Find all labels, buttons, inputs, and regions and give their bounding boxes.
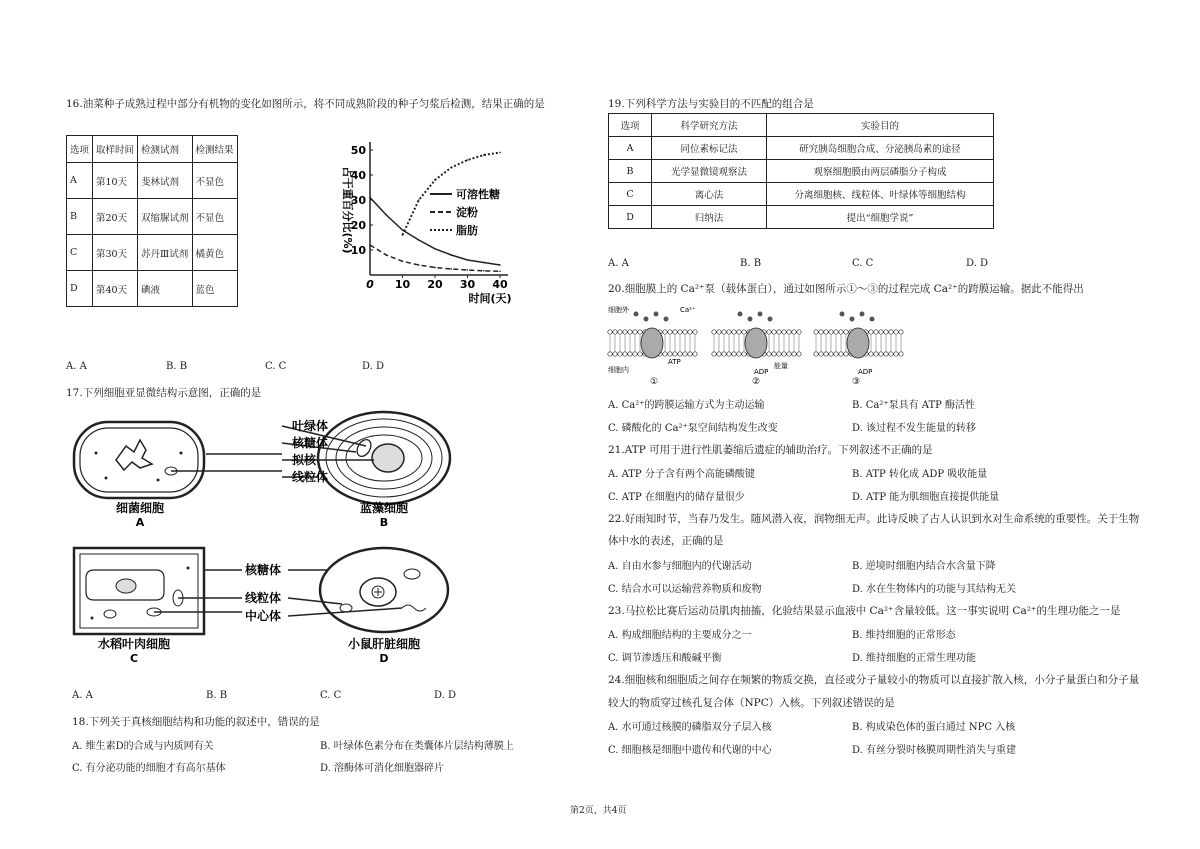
q24-stem-line2: 较大的物质穿过核孔复合体（NPC）入核。下列叙述错误的是 xyxy=(608,697,895,709)
calcium-ion xyxy=(664,317,669,322)
q23-option-d[interactable]: D. 维持细胞的正常生理功能 xyxy=(852,653,977,664)
table-cell: 双缩脲试剂 xyxy=(138,199,193,235)
y-tick-label: 30 xyxy=(350,194,366,207)
phospholipid-head xyxy=(683,352,687,356)
table-cell: 橘黄色 xyxy=(192,235,237,271)
y-tick-label: 20 xyxy=(350,219,366,232)
q16-option-d[interactable]: D. D xyxy=(362,361,385,372)
q23-stem: 23.马拉松比赛后运动员肌肉抽搐，化验结果显示血液中 Ca²⁺含量较低。这一事实说明 Ca²⁺的生理功能之一是 xyxy=(608,605,1121,617)
q16-table xyxy=(66,135,238,307)
phospholipid-head xyxy=(814,352,818,356)
calcium-ion xyxy=(644,317,649,322)
phospholipid-head xyxy=(732,352,736,356)
table-cell: 不显色 xyxy=(192,163,237,199)
q22-option-c[interactable]: C. 结合水可以运输营养物质和废物 xyxy=(608,584,762,595)
label-mitochondria-2: 线粒体 xyxy=(245,591,282,605)
phospholipid-head xyxy=(792,330,796,334)
table-header: 实验目的 xyxy=(767,114,994,137)
cell-a-letter: A xyxy=(135,516,145,529)
phospholipid-head xyxy=(678,352,682,356)
table-cell: 研究胰岛细胞合成、分泌胰岛素的途径 xyxy=(767,137,994,160)
x-tick-label: 0 xyxy=(366,278,374,291)
cyanobacteria-cell-drawing xyxy=(318,412,450,504)
table-cell: 同位素标记法 xyxy=(652,137,767,160)
phospholipid-head xyxy=(628,330,632,334)
phospholipid-head xyxy=(819,352,823,356)
q19-option-c[interactable]: C. C xyxy=(852,258,874,269)
q22-stem-line1: 22.好雨知时节，当春乃发生。随风潜入夜，润物细无声。此诗反映了古人认识到水对生命系统的重要性。关于生物 xyxy=(608,513,1140,525)
q22-option-b[interactable]: B. 逆境时细胞内结合水含量下降 xyxy=(852,561,996,572)
phospholipid-head xyxy=(633,352,637,356)
q20-calcium-pump-diagram xyxy=(606,302,916,388)
phospholipid-head xyxy=(673,352,677,356)
label-step-2: ② xyxy=(752,377,761,387)
phospholipid-head xyxy=(819,330,823,334)
table-header: 选项 xyxy=(67,136,93,163)
phospholipid-head xyxy=(688,352,692,356)
label-nucleoid: 拟核 xyxy=(292,453,317,467)
phospholipid-head xyxy=(839,352,843,356)
phospholipid-head xyxy=(613,352,617,356)
q18-option-a[interactable]: A. 维生素D的合成与内质网有关 xyxy=(72,741,214,752)
calcium-ion xyxy=(748,317,753,322)
phospholipid-head xyxy=(879,330,883,334)
phospholipid-head xyxy=(839,330,843,334)
data-point xyxy=(385,214,387,216)
calcium-ion xyxy=(634,312,639,317)
q24-option-a[interactable]: A. 水可通过核膜的磷脂双分子层入核 xyxy=(608,722,772,733)
q18-option-b[interactable]: B. 叶绿体色素分布在类囊体片层结构薄膜上 xyxy=(320,741,514,752)
phospholipid-head xyxy=(712,352,716,356)
data-point xyxy=(418,239,420,241)
calcium-ion xyxy=(738,312,743,317)
q17-stem: 17.下列细胞亚显微结构示意图，正确的是 xyxy=(66,387,262,399)
phospholipid-head xyxy=(742,330,746,334)
q18-option-d[interactable]: D. 溶酶体可消化细胞器碎片 xyxy=(320,763,445,774)
phospholipid-head xyxy=(613,330,617,334)
data-point xyxy=(467,159,469,161)
cell-d-letter: D xyxy=(379,652,389,665)
q22-stem-line2: 体中水的表述，正确的是 xyxy=(608,535,724,547)
q22-option-d[interactable]: D. 水在生物体内的功能与其结构无关 xyxy=(852,584,1017,595)
q19-option-a[interactable]: A. A xyxy=(608,258,629,269)
table-header: 科学研究方法 xyxy=(652,114,767,137)
phospholipid-head xyxy=(693,330,697,334)
label-energy: 能量 xyxy=(774,362,788,370)
phospholipid-head xyxy=(777,330,781,334)
label-chloroplast: 叶绿体 xyxy=(292,419,329,433)
x-tick-label: 10 xyxy=(394,278,411,291)
q20-option-a[interactable]: A. Ca²⁺的跨膜运输方式为主动运输 xyxy=(608,400,765,411)
phospholipid-head xyxy=(772,330,776,334)
phospholipid-head xyxy=(844,352,848,356)
table-cell: 观察细胞膜由两层磷脂分子构成 xyxy=(767,160,994,183)
x-tick-label: 20 xyxy=(427,278,443,291)
data-point xyxy=(450,268,452,270)
q21-option-a[interactable]: A. ATP 分子含有两个高能磷酸键 xyxy=(608,469,755,480)
q17-option-d[interactable]: D. D xyxy=(434,690,457,701)
table-cell: A xyxy=(609,137,652,160)
phospholipid-head xyxy=(899,352,903,356)
phospholipid-head xyxy=(688,330,692,334)
data-point xyxy=(434,179,436,181)
q21-stem: 21.ATP 可用于进行性肌萎缩后遗症的辅助治疗。下列叙述不正确的是 xyxy=(608,444,933,456)
table-cell: 斐林试剂 xyxy=(138,163,193,199)
label-step-1: ① xyxy=(650,377,659,387)
phospholipid-head xyxy=(722,330,726,334)
q20-option-d[interactable]: D. 该过程不发生能量的转移 xyxy=(852,423,977,434)
q17-option-a[interactable]: A. A xyxy=(72,690,93,701)
phospholipid-head xyxy=(673,330,677,334)
phospholipid-head xyxy=(618,352,622,356)
cell-b-letter: B xyxy=(379,516,389,529)
calcium-ion xyxy=(860,312,865,317)
phospholipid-head xyxy=(608,352,612,356)
label-inside: 细胞内 xyxy=(608,366,629,374)
phospholipid-head xyxy=(834,352,838,356)
q23-option-a[interactable]: A. 构成细胞结构的主要成分之一 xyxy=(608,630,752,641)
calcium-pump-protein xyxy=(641,328,663,358)
label-ribosome-2: 核糖体 xyxy=(245,563,282,577)
phospholipid-head xyxy=(717,352,721,356)
page-footer: 第2页，共4页 xyxy=(570,806,627,816)
phospholipid-head xyxy=(787,352,791,356)
table-cell: 蓝色 xyxy=(192,271,237,307)
phospholipid-head xyxy=(732,330,736,334)
q23-option-c[interactable]: C. 调节渗透压和酸碱平衡 xyxy=(608,653,722,664)
label-adp: ADP xyxy=(754,368,769,376)
data-point xyxy=(499,264,501,266)
phospholipid-head xyxy=(638,352,642,356)
table-cell: A xyxy=(67,163,93,199)
phospholipid-head xyxy=(814,330,818,334)
phospholipid-head xyxy=(869,352,873,356)
phospholipid-head xyxy=(879,352,883,356)
phospholipid-head xyxy=(737,352,741,356)
phospholipid-head xyxy=(772,352,776,356)
table-cell: C xyxy=(609,183,652,206)
y-tick-label: 50 xyxy=(350,144,366,157)
phospholipid-head xyxy=(884,352,888,356)
label-centrosome: 中心体 xyxy=(245,609,282,623)
data-point xyxy=(499,270,501,272)
cell-c-letter: C xyxy=(129,652,139,665)
phospholipid-head xyxy=(623,330,627,334)
x-tick-label: 30 xyxy=(459,278,476,291)
phospholipid-head xyxy=(712,330,716,334)
animal-cell-drawing xyxy=(320,548,448,632)
label-outside: 细胞外 xyxy=(608,306,629,314)
q21-option-c[interactable]: C. ATP 在细胞内的储存量很少 xyxy=(608,492,745,503)
phospholipid-head xyxy=(782,330,786,334)
table-cell: 光学显微镜观察法 xyxy=(652,160,767,183)
table-cell: 分离细胞核、线粒体、叶绿体等细胞结构 xyxy=(767,183,994,206)
table-cell: 苏丹Ⅲ试剂 xyxy=(138,235,193,271)
legend-label: 脂肪 xyxy=(456,224,478,237)
q17-option-c[interactable]: C. C xyxy=(320,690,342,701)
q19-table xyxy=(608,113,994,229)
q24-option-d[interactable]: D. 有丝分裂时核膜周期性消失与重建 xyxy=(852,745,1017,756)
table-cell: D xyxy=(67,271,93,307)
table-cell: B xyxy=(609,160,652,183)
label-atp: ATP xyxy=(668,358,681,366)
calcium-ion xyxy=(758,312,763,317)
table-cell: D xyxy=(609,206,652,229)
calcium-ion xyxy=(654,312,659,317)
data-point xyxy=(402,229,404,231)
calcium-ion xyxy=(840,312,845,317)
phospholipid-head xyxy=(869,330,873,334)
phospholipid-head xyxy=(824,352,828,356)
calcium-pump-protein xyxy=(745,328,767,358)
data-point xyxy=(402,234,404,236)
calcium-pump-protein xyxy=(847,328,869,358)
phospholipid-head xyxy=(777,352,781,356)
q16-option-c[interactable]: C. C xyxy=(265,361,287,372)
cell-c-name: 水稻叶肉细胞 xyxy=(97,637,171,651)
table-cell: 归纳法 xyxy=(652,206,767,229)
phospholipid-head xyxy=(874,330,878,334)
q22-option-a[interactable]: A. 自由水参与细胞内的代谢活动 xyxy=(608,561,752,572)
y-tick-label: 10 xyxy=(350,244,366,257)
table-cell: B xyxy=(67,199,93,235)
table-cell: 第40天 xyxy=(93,271,138,307)
phospholipid-head xyxy=(884,330,888,334)
phospholipid-head xyxy=(668,330,672,334)
phospholipid-head xyxy=(874,352,878,356)
q16-line-chart xyxy=(330,140,530,310)
data-point xyxy=(385,254,387,256)
table-header: 检测试剂 xyxy=(138,136,193,163)
data-point xyxy=(418,199,420,201)
phospholipid-head xyxy=(638,330,642,334)
phospholipid-head xyxy=(623,352,627,356)
q24-option-b[interactable]: B. 构成染色体的蛋白通过 NPC 入核 xyxy=(852,722,1016,733)
phospholipid-head xyxy=(608,330,612,334)
series-line-0 xyxy=(370,198,500,266)
q21-option-b[interactable]: B. ATP 转化成 ADP 吸收能量 xyxy=(852,469,988,480)
cell-b-name: 蓝藻细胞 xyxy=(359,501,409,515)
q20-option-b[interactable]: B. Ca²⁺泵具有 ATP 酶活性 xyxy=(852,400,976,411)
q19-stem: 19.下列科学方法与实验目的不匹配的组合是 xyxy=(608,98,814,110)
phospholipid-head xyxy=(792,352,796,356)
table-cell: 提出“细胞学说” xyxy=(767,206,994,229)
phospholipid-head xyxy=(628,352,632,356)
cell-d-name: 小鼠肝脏细胞 xyxy=(347,637,421,651)
q16-option-b[interactable]: B. B xyxy=(166,361,188,372)
data-point xyxy=(418,264,420,266)
phospholipid-head xyxy=(683,330,687,334)
chart-ylabel: 占干重百分比(%) xyxy=(341,166,354,254)
legend-label: 可溶性糖 xyxy=(456,188,500,201)
phospholipid-head xyxy=(834,330,838,334)
q21-option-d[interactable]: D. ATP 能为肌细胞直接提供能量 xyxy=(852,492,1000,503)
q20-option-c[interactable]: C. 磷酸化的 Ca²⁺泵空间结构发生改变 xyxy=(608,423,778,434)
data-point xyxy=(450,254,452,256)
phospholipid-head xyxy=(663,330,667,334)
phospholipid-head xyxy=(844,330,848,334)
table-cell: C xyxy=(67,235,93,271)
calcium-ion xyxy=(768,317,773,322)
data-point xyxy=(483,262,485,264)
q19-option-b[interactable]: B. B xyxy=(740,258,762,269)
y-tick-label: 40 xyxy=(350,169,366,182)
phospholipid-head xyxy=(722,352,726,356)
data-point xyxy=(450,167,452,169)
table-cell: 第10天 xyxy=(93,163,138,199)
label-ca: Ca²⁺ xyxy=(680,306,696,314)
q16-option-a[interactable]: A. A xyxy=(66,361,87,372)
phospholipid-head xyxy=(663,352,667,356)
q23-option-b[interactable]: B. 维持细胞的正常形态 xyxy=(852,630,956,641)
phospholipid-head xyxy=(894,352,898,356)
q24-option-c[interactable]: C. 细胞核是细胞中遗传和代谢的中心 xyxy=(608,745,772,756)
data-point xyxy=(467,259,469,261)
phospholipid-head xyxy=(829,330,833,334)
phospholipid-head xyxy=(727,330,731,334)
data-point xyxy=(483,270,485,272)
q24-stem-line1: 24.细胞核和细胞质之间存在频繁的物质交换，直径或分子量较小的物质可以直接扩散入核，小分子量蛋白和分子量 xyxy=(608,674,1140,686)
data-point xyxy=(499,152,501,154)
phospholipid-head xyxy=(889,330,893,334)
data-point xyxy=(369,244,371,246)
phospholipid-head xyxy=(717,330,721,334)
table-cell: 碘液 xyxy=(138,271,193,307)
label-adp-3: ADP xyxy=(858,368,873,376)
bacterial-cell-drawing xyxy=(74,422,204,498)
x-tick-label: 40 xyxy=(492,278,508,291)
phospholipid-head xyxy=(797,352,801,356)
phospholipid-head xyxy=(767,330,771,334)
data-point xyxy=(434,267,436,269)
phospholipid-head xyxy=(782,352,786,356)
phospholipid-head xyxy=(889,352,893,356)
calcium-ion xyxy=(850,317,855,322)
data-point xyxy=(467,269,469,271)
q16-stem: 16.油菜种子成熟过程中部分有机物的变化如图所示，将不同成熟阶段的种子匀浆后检测，结果正确的是 xyxy=(66,98,545,110)
data-point xyxy=(369,197,371,199)
data-point xyxy=(402,260,404,262)
phospholipid-head xyxy=(894,330,898,334)
q18-option-c[interactable]: C. 有分泌功能的细胞才有高尔基体 xyxy=(72,763,226,774)
phospholipid-head xyxy=(797,330,801,334)
phospholipid-head xyxy=(787,330,791,334)
chart-xlabel: 时间(天) xyxy=(468,292,512,305)
phospholipid-head xyxy=(668,352,672,356)
label-ribosome: 核糖体 xyxy=(292,436,329,450)
q17-cell-diagram xyxy=(66,408,486,684)
phospholipid-head xyxy=(727,352,731,356)
q18-stem: 18.下列关于真核细胞结构和功能的叙述中，错误的是 xyxy=(72,716,320,728)
label-step-3: ③ xyxy=(852,377,861,387)
phospholipid-head xyxy=(678,330,682,334)
table-cell: 第20天 xyxy=(93,199,138,235)
phospholipid-head xyxy=(899,330,903,334)
phospholipid-head xyxy=(824,330,828,334)
q17-option-b[interactable]: B. B xyxy=(206,690,228,701)
phospholipid-head xyxy=(693,352,697,356)
table-cell: 第30天 xyxy=(93,235,138,271)
table-header: 选项 xyxy=(609,114,652,137)
phospholipid-head xyxy=(767,352,771,356)
plant-cell-drawing xyxy=(74,548,204,634)
table-header: 检测结果 xyxy=(192,136,237,163)
q19-option-d[interactable]: D. D xyxy=(966,258,989,269)
phospholipid-head xyxy=(742,352,746,356)
cell-a-name: 细菌细胞 xyxy=(115,501,165,515)
calcium-ion xyxy=(870,317,875,322)
q20-stem: 20.细胞膜上的 Ca²⁺泵（载体蛋白），通过如图所示①～③的过程完成 Ca²⁺的跨膜运输。据此不能得出 xyxy=(608,283,1084,295)
phospholipid-head xyxy=(737,330,741,334)
phospholipid-head xyxy=(633,330,637,334)
data-point xyxy=(483,154,485,156)
table-cell: 不显色 xyxy=(192,199,237,235)
phospholipid-head xyxy=(618,330,622,334)
data-point xyxy=(434,248,436,250)
phospholipid-head xyxy=(829,352,833,356)
table-cell: 离心法 xyxy=(652,183,767,206)
label-mitochondria: 线粒体 xyxy=(292,470,329,484)
table-header: 取样时间 xyxy=(93,136,138,163)
legend-label: 淀粉 xyxy=(456,206,478,219)
